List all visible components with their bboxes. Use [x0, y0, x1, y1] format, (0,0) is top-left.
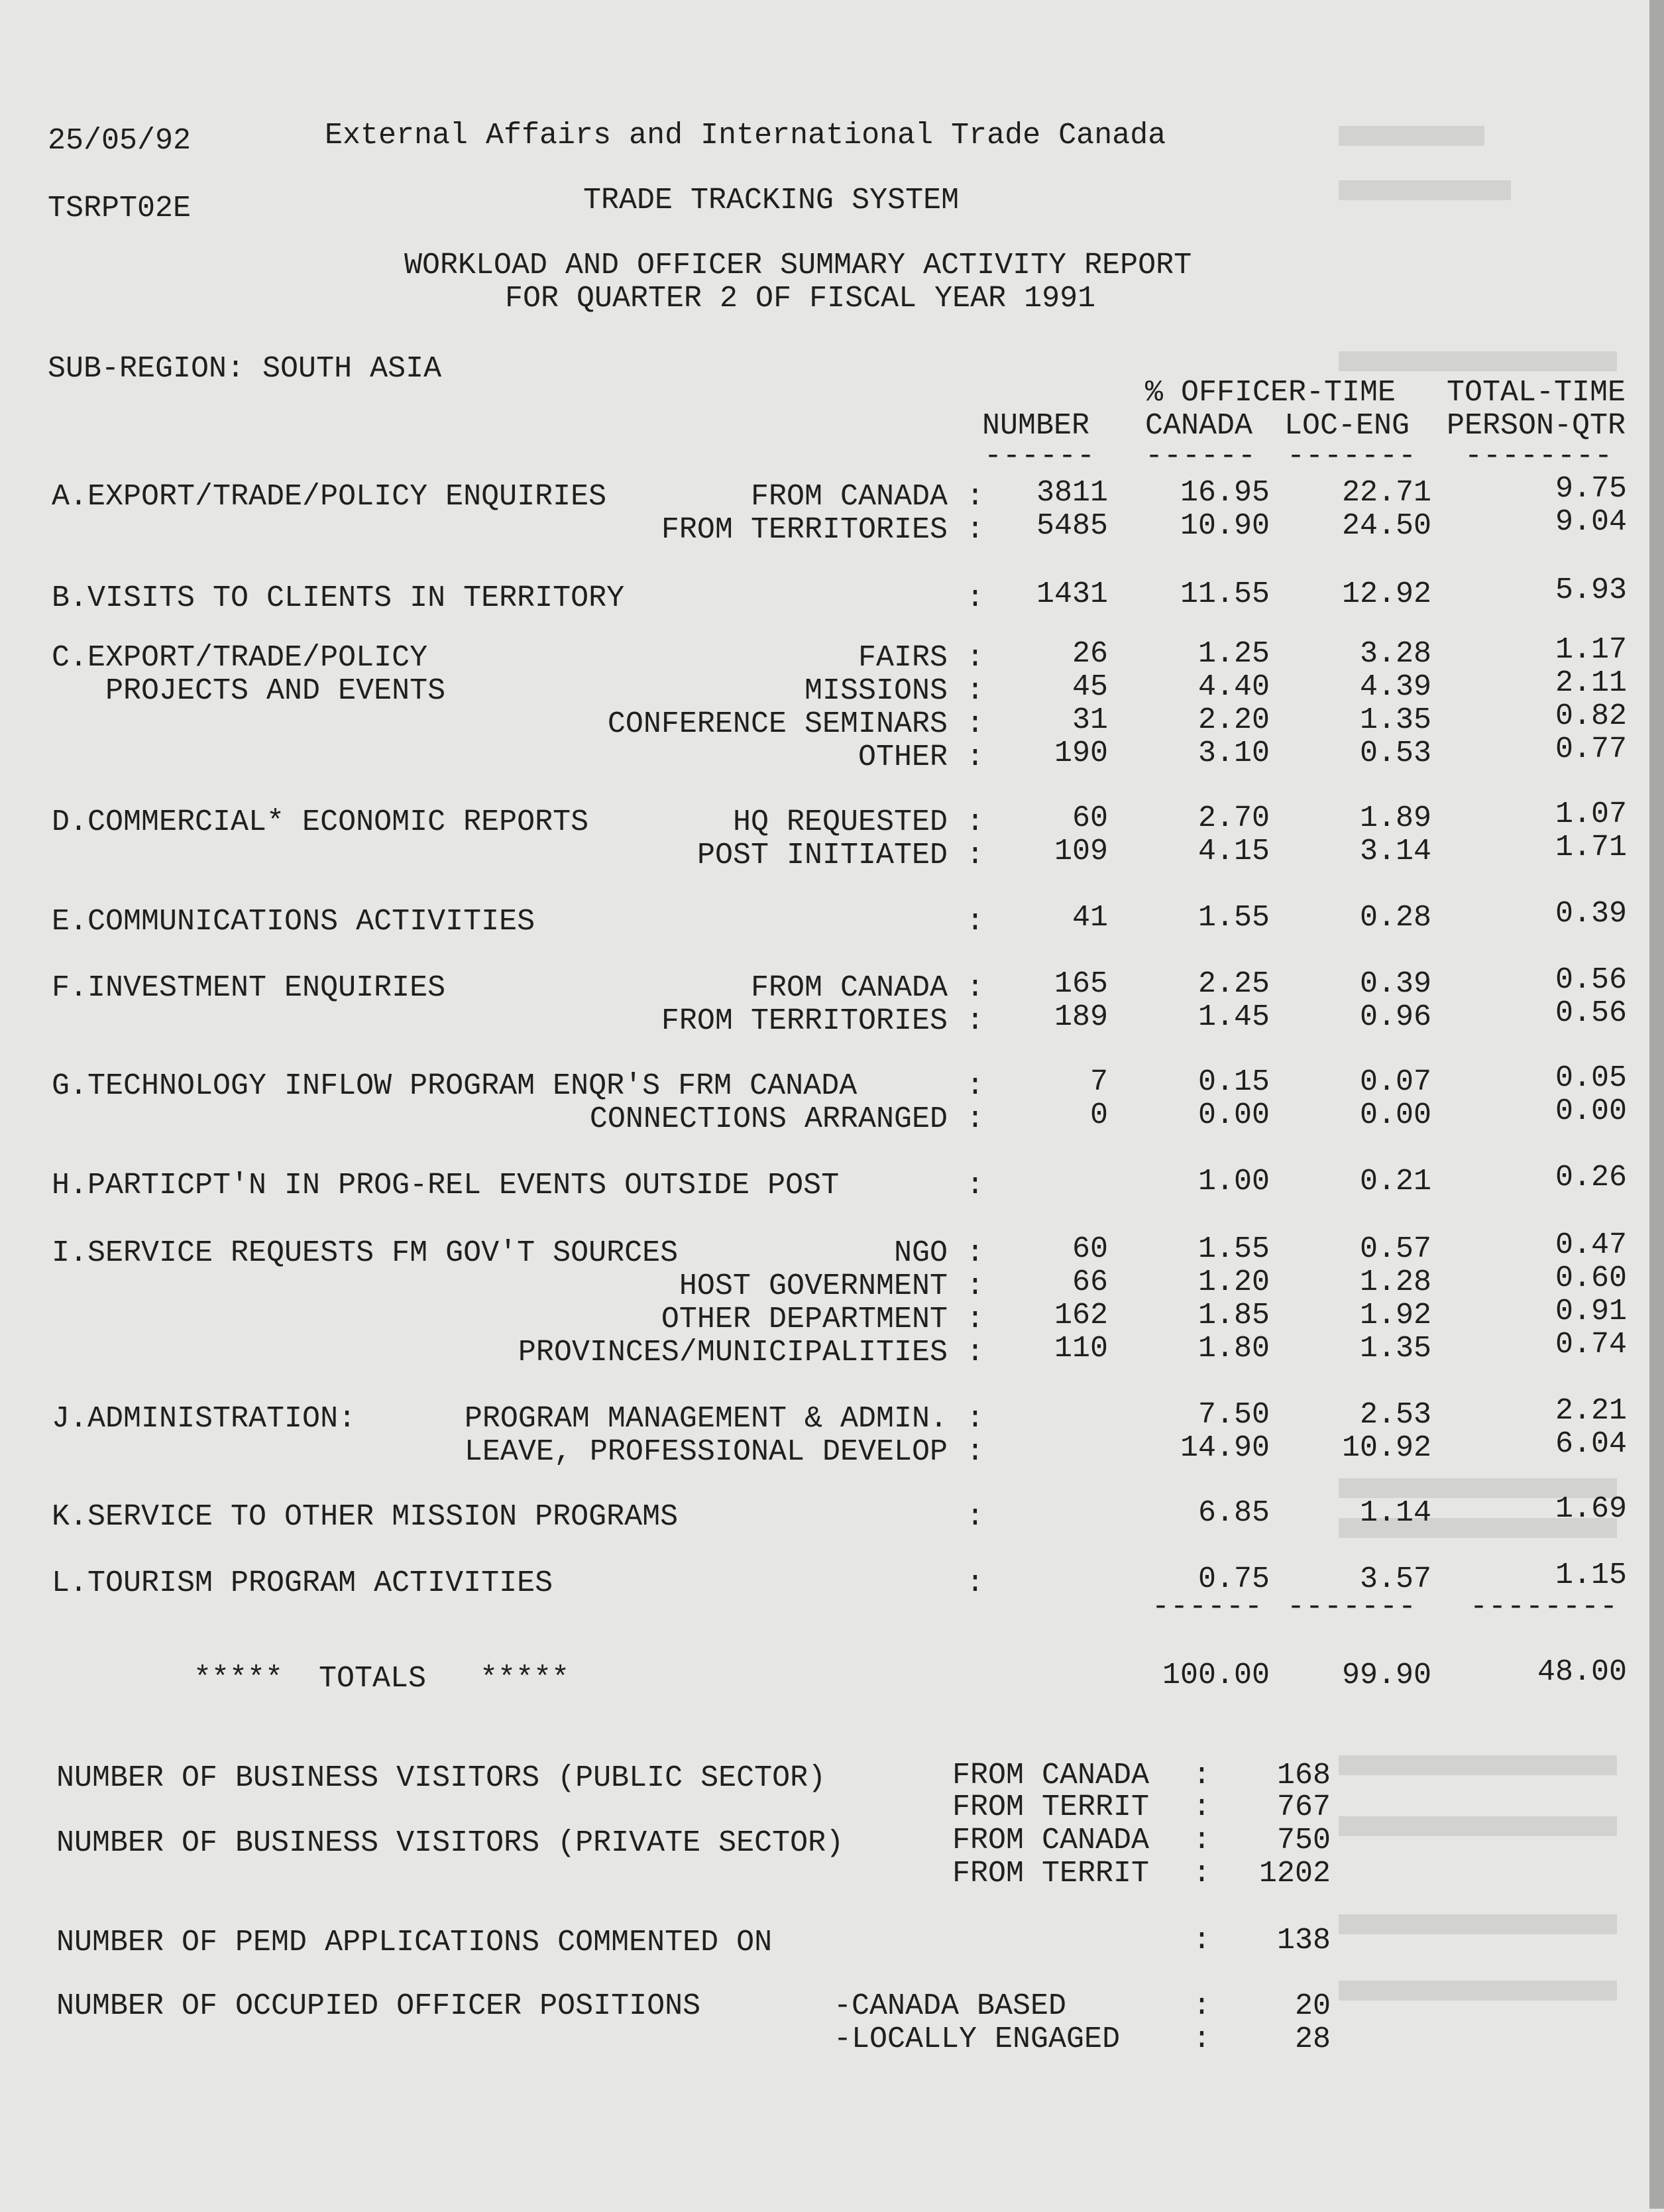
- row-pct-canada: 3.10: [1197, 736, 1270, 770]
- row-pct-canada: 4.40: [1197, 670, 1270, 704]
- report-id: TSRPT02E: [48, 192, 192, 225]
- visitor-origin: FROM TERRIT: [952, 1857, 1150, 1891]
- position-type: -LOCALLY ENGAGED: [834, 2022, 1121, 2056]
- row-number: 5485: [1036, 509, 1108, 543]
- row-category: I.SERVICE REQUESTS FM GOV'T SOURCES: [52, 1236, 679, 1270]
- row-pct-loc-eng: 0.00: [1359, 1098, 1431, 1132]
- row-colon: :: [966, 905, 985, 939]
- person-qtr-header: PERSON-QTR: [1447, 409, 1626, 443]
- row-category: L.TOURISM PROGRAM ACTIVITIES: [52, 1566, 553, 1600]
- totals-label: ***** TOTALS *****: [194, 1662, 570, 1696]
- row-person-qtr: 0.00: [1555, 1094, 1627, 1128]
- row-pct-canada: 7.50: [1197, 1398, 1270, 1432]
- positions-label: NUMBER OF OCCUPIED OFFICER POSITIONS: [56, 1989, 701, 2023]
- row-subcategory: LEAVE, PROFESSIONAL DEVELOP: [464, 1435, 948, 1469]
- row-subcategory: CONFERENCE SEMINARS: [607, 707, 948, 741]
- position-colon: :: [1193, 2022, 1211, 2056]
- report-subtitle: FOR QUARTER 2 OF FISCAL YEAR 1991: [505, 282, 1096, 316]
- row-person-qtr: 0.91: [1555, 1295, 1627, 1328]
- row-colon: :: [966, 1566, 985, 1600]
- report-date: 25/05/92: [48, 124, 192, 158]
- row-pct-loc-eng: 24.50: [1341, 509, 1431, 543]
- row-number: 189: [1054, 1000, 1108, 1034]
- pemd-value: 138: [1276, 1924, 1331, 1957]
- department-name: External Affairs and International Trade Canada: [325, 119, 1166, 152]
- row-pct-canada: 0.15: [1197, 1065, 1270, 1099]
- totals-canada-rule: ------: [1152, 1590, 1264, 1624]
- totals-loc-eng: 99.90: [1341, 1659, 1431, 1692]
- row-category: F.INVESTMENT ENQUIRIES: [52, 971, 446, 1005]
- loc-eng-header: LOC-ENG: [1284, 409, 1410, 443]
- visitor-count: 750: [1276, 1824, 1331, 1857]
- row-pct-loc-eng: 0.57: [1359, 1232, 1431, 1266]
- row-pct-canada: 1.85: [1197, 1299, 1270, 1332]
- row-number: 162: [1054, 1299, 1108, 1332]
- position-count: 20: [1294, 1989, 1331, 2023]
- number-header: NUMBER: [982, 409, 1090, 443]
- row-pct-canada: 0.00: [1197, 1098, 1270, 1132]
- row-pct-loc-eng: 0.39: [1359, 967, 1431, 1001]
- row-subcategory: OTHER: [858, 740, 948, 774]
- row-colon: :: [966, 513, 985, 547]
- row-pct-canada: 10.90: [1180, 509, 1270, 543]
- row-person-qtr: 0.82: [1555, 699, 1627, 733]
- row-pct-loc-eng: 1.92: [1359, 1299, 1431, 1332]
- visitor-colon: :: [1193, 1790, 1211, 1824]
- totals-person-qtr: 48.00: [1537, 1655, 1627, 1689]
- row-pct-canada: 4.15: [1197, 835, 1270, 868]
- row-person-qtr: 6.04: [1555, 1427, 1627, 1461]
- row-category: D.COMMERCIAL* ECONOMIC REPORTS: [52, 805, 589, 839]
- row-pct-loc-eng: 10.92: [1341, 1431, 1431, 1465]
- row-category: G.TECHNOLOGY INFLOW PROGRAM ENQR'S FRM CANADA: [52, 1069, 858, 1103]
- row-pct-loc-eng: 3.14: [1359, 835, 1431, 868]
- row-person-qtr: 1.07: [1555, 797, 1627, 831]
- canada-rule: ------: [1145, 439, 1257, 473]
- row-number: 110: [1054, 1332, 1108, 1366]
- report-title: WORKLOAD AND OFFICER SUMMARY ACTIVITY REPORT: [404, 249, 1192, 282]
- row-pct-loc-eng: 0.21: [1359, 1165, 1431, 1198]
- row-colon: :: [966, 1303, 985, 1336]
- pemd-colon: :: [1193, 1924, 1211, 1957]
- row-person-qtr: 9.04: [1555, 505, 1627, 539]
- row-pct-canada: 16.95: [1180, 476, 1270, 510]
- visitor-colon: :: [1193, 1857, 1211, 1891]
- row-colon: :: [966, 1004, 985, 1038]
- row-subcategory: FROM TERRITORIES: [661, 1004, 948, 1038]
- row-pct-canada: 14.90: [1180, 1431, 1270, 1465]
- row-colon: :: [966, 1069, 985, 1103]
- row-colon: :: [966, 581, 985, 615]
- visitor-origin: FROM CANADA: [952, 1824, 1150, 1857]
- row-colon: :: [966, 1169, 985, 1202]
- row-pct-canada: 6.85: [1197, 1496, 1270, 1530]
- row-subcategory: FROM CANADA: [750, 971, 948, 1005]
- row-subcategory: PROGRAM MANAGEMENT & ADMIN.: [464, 1402, 948, 1436]
- row-pct-loc-eng: 12.92: [1341, 577, 1431, 611]
- row-person-qtr: 0.60: [1555, 1261, 1627, 1295]
- row-pct-loc-eng: 0.53: [1359, 736, 1431, 770]
- row-pct-loc-eng: 3.57: [1359, 1562, 1431, 1596]
- row-number: 60: [1072, 1232, 1108, 1266]
- row-category: C.EXPORT/TRADE/POLICY: [52, 641, 428, 675]
- row-colon: :: [966, 641, 985, 675]
- row-subcategory: POST INITIATED: [696, 839, 948, 872]
- row-person-qtr: 0.05: [1555, 1061, 1627, 1095]
- ghost-mark: [1339, 1816, 1617, 1836]
- position-type: -CANADA BASED: [834, 1989, 1067, 2023]
- row-person-qtr: 2.11: [1555, 666, 1627, 700]
- visitor-count: 168: [1276, 1759, 1331, 1792]
- row-category: E.COMMUNICATIONS ACTIVITIES: [52, 905, 535, 939]
- row-colon: :: [966, 1102, 985, 1136]
- totals-person-qtr-rule: --------: [1470, 1590, 1619, 1624]
- number-rule: ------: [984, 439, 1096, 473]
- sub-region: SUB-REGION: SOUTH ASIA: [48, 352, 442, 386]
- row-category: B.VISITS TO CLIENTS IN TERRITORY: [52, 581, 625, 615]
- ghost-mark: [1339, 1914, 1617, 1934]
- row-pct-loc-eng: 3.28: [1359, 637, 1431, 671]
- row-category: K.SERVICE TO OTHER MISSION PROGRAMS: [52, 1500, 679, 1534]
- row-pct-canada: 11.55: [1180, 577, 1270, 611]
- row-number: 45: [1072, 670, 1108, 704]
- row-number: 26: [1072, 637, 1108, 671]
- row-pct-loc-eng: 4.39: [1359, 670, 1431, 704]
- row-pct-canada: 2.20: [1197, 703, 1270, 737]
- row-number: 41: [1072, 901, 1108, 935]
- row-pct-canada: 1.20: [1197, 1265, 1270, 1299]
- row-colon: :: [966, 1435, 985, 1469]
- row-person-qtr: 0.56: [1555, 996, 1627, 1030]
- row-person-qtr: 5.93: [1555, 573, 1627, 607]
- total-time-header: TOTAL-TIME: [1447, 376, 1626, 410]
- pct-officer-time-header: % OFFICER-TIME: [1145, 376, 1396, 410]
- row-number: 109: [1054, 835, 1108, 868]
- pemd-label: NUMBER OF PEMD APPLICATIONS COMMENTED ON: [56, 1926, 773, 1959]
- visitor-origin: FROM TERRIT: [952, 1790, 1150, 1824]
- row-person-qtr: 0.56: [1555, 963, 1627, 997]
- row-person-qtr: 0.74: [1555, 1328, 1627, 1362]
- row-person-qtr: 2.21: [1555, 1394, 1627, 1428]
- row-colon: :: [966, 839, 985, 872]
- ghost-mark: [1339, 351, 1617, 371]
- row-subcategory: OTHER DEPARTMENT: [661, 1303, 948, 1336]
- row-pct-canada: 2.70: [1197, 801, 1270, 835]
- row-pct-canada: 1.45: [1197, 1000, 1270, 1034]
- row-colon: :: [966, 805, 985, 839]
- row-subcategory: PROVINCES/MUNICIPALITIES: [518, 1336, 948, 1369]
- row-pct-loc-eng: 1.28: [1359, 1265, 1431, 1299]
- row-colon: :: [966, 740, 985, 774]
- row-colon: :: [966, 1269, 985, 1303]
- row-subcategory: FAIRS: [858, 641, 948, 675]
- position-count: 28: [1294, 2022, 1331, 2056]
- row-person-qtr: 0.77: [1555, 732, 1627, 766]
- row-pct-loc-eng: 1.89: [1359, 801, 1431, 835]
- row-category: PROJECTS AND EVENTS: [52, 674, 446, 708]
- row-colon: :: [966, 971, 985, 1005]
- row-person-qtr: 1.17: [1555, 633, 1627, 667]
- row-person-qtr: 9.75: [1555, 472, 1627, 506]
- row-subcategory: FROM TERRITORIES: [661, 513, 948, 547]
- row-colon: :: [966, 1336, 985, 1369]
- row-category: A.EXPORT/TRADE/POLICY ENQUIRIES: [52, 480, 607, 514]
- row-number: 7: [1089, 1065, 1108, 1099]
- row-pct-canada: 1.25: [1197, 637, 1270, 671]
- visitor-colon: :: [1193, 1824, 1211, 1857]
- row-colon: :: [966, 480, 985, 514]
- ghost-mark: [1339, 1755, 1617, 1775]
- row-category: H.PARTICPT'N IN PROG-REL EVENTS OUTSIDE POST: [52, 1169, 840, 1202]
- row-colon: :: [966, 1236, 985, 1270]
- row-number: 3811: [1036, 476, 1108, 510]
- row-person-qtr: 0.26: [1555, 1161, 1627, 1194]
- row-person-qtr: 1.69: [1555, 1492, 1627, 1526]
- scan-edge-shadow: [1649, 0, 1664, 2209]
- visitor-label: NUMBER OF BUSINESS VISITORS (PUBLIC SECTOR): [56, 1761, 826, 1795]
- row-person-qtr: 0.47: [1555, 1228, 1627, 1262]
- row-pct-loc-eng: 1.35: [1359, 703, 1431, 737]
- visitor-count: 1202: [1258, 1857, 1331, 1891]
- row-number: 66: [1072, 1265, 1108, 1299]
- row-pct-canada: 2.25: [1197, 967, 1270, 1001]
- canada-header: CANADA: [1145, 409, 1253, 443]
- row-number: 1431: [1036, 577, 1108, 611]
- row-person-qtr: 1.71: [1555, 831, 1627, 864]
- row-person-qtr: 0.39: [1555, 897, 1627, 931]
- row-pct-loc-eng: 1.35: [1359, 1332, 1431, 1366]
- row-colon: :: [966, 1402, 985, 1436]
- visitor-count: 767: [1276, 1790, 1331, 1824]
- row-number: 31: [1072, 703, 1108, 737]
- row-subcategory: HQ REQUESTED: [732, 805, 948, 839]
- row-subcategory: MISSIONS: [804, 674, 948, 708]
- row-colon: :: [966, 707, 985, 741]
- visitor-label: NUMBER OF BUSINESS VISITORS (PRIVATE SECTOR): [56, 1826, 844, 1860]
- row-number: 165: [1054, 967, 1108, 1001]
- visitor-origin: FROM CANADA: [952, 1759, 1150, 1792]
- row-pct-canada: 1.80: [1197, 1332, 1270, 1366]
- row-subcategory: HOST GOVERNMENT: [679, 1269, 948, 1303]
- row-pct-loc-eng: 0.96: [1359, 1000, 1431, 1034]
- row-subcategory: NGO: [893, 1236, 948, 1270]
- row-pct-canada: 1.00: [1197, 1165, 1270, 1198]
- visitor-colon: :: [1193, 1759, 1211, 1792]
- position-colon: :: [1193, 1989, 1211, 2023]
- person-qtr-rule: --------: [1465, 439, 1614, 473]
- row-category: J.ADMINISTRATION:: [52, 1402, 357, 1436]
- row-number: 60: [1072, 801, 1108, 835]
- row-pct-loc-eng: 2.53: [1359, 1398, 1431, 1432]
- ghost-mark: [1339, 1981, 1617, 2001]
- row-pct-loc-eng: 0.07: [1359, 1065, 1431, 1099]
- system-name: TRADE TRACKING SYSTEM: [583, 184, 960, 217]
- row-number: 0: [1089, 1098, 1108, 1132]
- row-colon: :: [966, 674, 985, 708]
- row-pct-canada: 1.55: [1197, 901, 1270, 935]
- row-colon: :: [966, 1500, 985, 1534]
- row-person-qtr: 1.15: [1555, 1558, 1627, 1592]
- row-number: 190: [1054, 736, 1108, 770]
- row-pct-loc-eng: 22.71: [1341, 476, 1431, 510]
- row-pct-loc-eng: 1.14: [1359, 1496, 1431, 1530]
- ghost-mark: [1339, 180, 1511, 200]
- loc-eng-rule: -------: [1287, 439, 1417, 473]
- row-pct-canada: 0.75: [1197, 1562, 1270, 1596]
- totals-loc-eng-rule: -------: [1287, 1590, 1417, 1624]
- totals-canada: 100.00: [1162, 1659, 1270, 1692]
- ghost-mark: [1339, 126, 1484, 146]
- row-pct-canada: 1.55: [1197, 1232, 1270, 1266]
- row-subcategory: CONNECTIONS ARRANGED: [589, 1102, 948, 1136]
- row-pct-loc-eng: 0.28: [1359, 901, 1431, 935]
- row-subcategory: FROM CANADA: [750, 480, 948, 514]
